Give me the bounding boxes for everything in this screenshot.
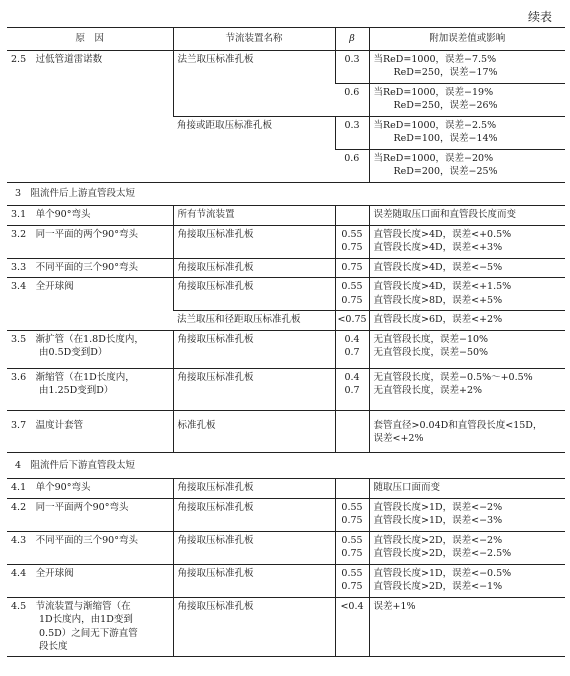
- continued-label: 续表: [527, 10, 552, 24]
- table-row: [7, 368, 565, 410]
- table-row: [7, 498, 565, 531]
- cause-cell: 3.7 温度计套管: [7, 410, 173, 452]
- section-heading: 4 阻流件后下游直管段太短: [7, 452, 565, 478]
- cause-cell: 4.5 节流装置与渐缩管（在 1D长度内，由1D变到 0.5D）之间无下游直管 段长度: [7, 597, 173, 657]
- device-cell: 角接取压标准孔板: [173, 564, 335, 597]
- section-row: [7, 182, 565, 205]
- effect-cell: 当ReD=1000，误差−2.5% ReD=100，误差−14%: [369, 116, 565, 149]
- beta-cell: [335, 410, 369, 452]
- table-row: [7, 258, 565, 277]
- header-device: 节流装置名称: [173, 28, 335, 51]
- cause-cell: 3.3 不同平面的三个90°弯头: [7, 258, 173, 277]
- header-row: [7, 28, 565, 51]
- beta-cell: 0.6: [335, 83, 369, 116]
- beta-cell: 0.55 0.75: [335, 225, 369, 258]
- table-row: [7, 410, 565, 452]
- cause-cell: 3.1 单个90°弯头: [7, 206, 173, 225]
- effect-cell: 直管段长度>4D，误差<+1.5% 直管段长度>8D，误差<+5%: [369, 278, 565, 311]
- section-heading: 3 阻流件后上游直管段太短: [7, 182, 565, 205]
- table-row: [7, 278, 565, 311]
- beta-cell: 0.3: [335, 51, 369, 84]
- cause-cell: 4.3 不同平面的三个90°弯头: [7, 531, 173, 564]
- table-row: [7, 206, 565, 225]
- cause-cell: 3.4 全开球阀: [7, 278, 173, 330]
- table-row: [7, 597, 565, 657]
- effect-cell: 直管段长度>4D，误差<−5%: [369, 258, 565, 277]
- cause-cell: 3.5 渐扩管（在1.8D长度内， 由0.5D变到D）: [7, 330, 173, 368]
- effect-cell: 当ReD=1000，误差−20% ReD=200，误差−25%: [369, 149, 565, 182]
- beta-cell: 0.55 0.75: [335, 564, 369, 597]
- table-row: [7, 51, 565, 84]
- table-row: [7, 531, 565, 564]
- beta-cell: 0.75: [335, 258, 369, 277]
- effect-cell: 无直管段长度，误差−10% 无直管段长度，误差−50%: [369, 330, 565, 368]
- table-row: [7, 479, 565, 498]
- effect-cell: 随取压口面而变: [369, 479, 565, 498]
- cause-cell: 2.5 过低管道雷诺数: [7, 51, 173, 183]
- beta-cell: 0.55 0.75: [335, 278, 369, 311]
- cause-cell: 4.4 全开球阀: [7, 564, 173, 597]
- effect-cell: 直管段长度>1D，误差<−0.5% 直管段长度>2D，误差<−1%: [369, 564, 565, 597]
- effect-cell: 当ReD=1000，误差−19% ReD=250，误差−26%: [369, 83, 565, 116]
- effect-cell: 无直管段长度，误差−0.5%～+0.5% 无直管段长度，误差+2%: [369, 368, 565, 410]
- device-cell: 角接取压标准孔板: [173, 498, 335, 531]
- device-cell: 法兰取压标准孔板: [173, 51, 335, 117]
- cause-cell: 4.1 单个90°弯头: [7, 479, 173, 498]
- table-row: [7, 564, 565, 597]
- effect-cell: 套管直径>0.04D和直管段长度<15D， 误差<+2%: [369, 410, 565, 452]
- effect-cell: 直管段长度>6D，误差<+2%: [369, 311, 565, 330]
- beta-cell: 0.4 0.7: [335, 368, 369, 410]
- device-cell: 所有节流装置: [173, 206, 335, 225]
- cause-cell: 4.2 同一平面两个90°弯头: [7, 498, 173, 531]
- cause-cell: 3.2 同一平面的两个90°弯头: [7, 225, 173, 258]
- device-cell: 角接取压标准孔板: [173, 258, 335, 277]
- header-effect: 附加误差值或影响: [369, 28, 565, 51]
- effect-cell: 直管段长度>2D，误差<−2% 直管段长度>2D，误差<−2.5%: [369, 531, 565, 564]
- device-cell: 角接取压标准孔板: [173, 225, 335, 258]
- effect-cell: 误差+1%: [369, 597, 565, 657]
- effect-cell: 直管段长度>1D，误差<−2% 直管段长度>1D，误差<−3%: [369, 498, 565, 531]
- beta-cell: 0.6: [335, 149, 369, 182]
- table-row: [7, 330, 565, 368]
- beta-cell: [335, 479, 369, 498]
- beta-cell: <0.4: [335, 597, 369, 657]
- beta-cell: 0.55 0.75: [335, 498, 369, 531]
- section-row: [7, 452, 565, 478]
- device-cell: 角接取压标准孔板: [173, 330, 335, 368]
- effect-cell: 当ReD=1000，误差−7.5% ReD=250，误差−17%: [369, 51, 565, 84]
- beta-cell: 0.4 0.7: [335, 330, 369, 368]
- table-row: [7, 225, 565, 258]
- device-cell: 角接或距取压标准孔板: [173, 116, 335, 182]
- beta-cell: <0.75: [335, 311, 369, 330]
- effect-cell: 误差随取压口面和直管段长度而变: [369, 206, 565, 225]
- device-cell: 角接取压标准孔板: [173, 479, 335, 498]
- beta-cell: 0.3: [335, 116, 369, 149]
- device-cell: 标准孔板: [173, 410, 335, 452]
- device-cell: 角接取压标准孔板: [173, 597, 335, 657]
- effect-cell: 直管段长度>4D，误差<+0.5% 直管段长度>4D，误差<+3%: [369, 225, 565, 258]
- device-cell: 角接取压标准孔板: [173, 368, 335, 410]
- device-cell: 法兰取压和径距取压标准孔板: [173, 311, 335, 330]
- cause-cell: 3.6 渐缩管（在1D长度内， 由1.25D变到D）: [7, 368, 173, 410]
- beta-cell: 0.55 0.75: [335, 531, 369, 564]
- header-beta: β: [335, 28, 369, 51]
- error-table: [7, 27, 565, 657]
- device-cell: 角接取压标准孔板: [173, 531, 335, 564]
- device-cell: 角接取压标准孔板: [173, 278, 335, 311]
- beta-cell: [335, 206, 369, 225]
- header-cause: 原 因: [7, 28, 173, 51]
